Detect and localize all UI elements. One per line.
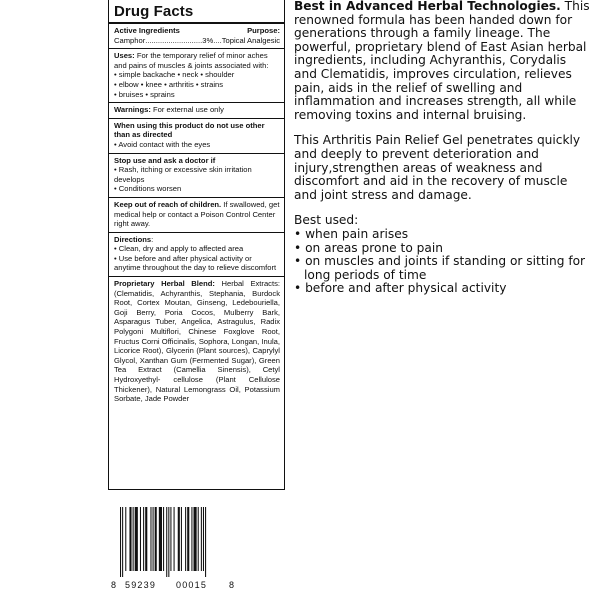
list-item: • elbow (114, 79, 139, 89)
list-item: • sprains (145, 89, 175, 99)
barcode-bar (205, 507, 206, 577)
when-using-label: When using this product do not use other than as directed (114, 120, 265, 140)
uses-list (114, 70, 280, 99)
barcode-bar (133, 507, 134, 571)
list-item: • simple backache (114, 70, 176, 80)
list-item: • bruises (114, 89, 144, 99)
description-paragraph-2: This Arthritis Pain Relief Gel penetrates quickly and deeply to prevent deterioration and injury,strengthen areas of weakness and discomfort and aid in the recovery of muscle and joint stress and damage. (294, 133, 581, 202)
purpose-header: Purpose: (247, 26, 280, 35)
barcode-image (120, 507, 225, 577)
directions-section (109, 233, 284, 277)
uses-section (109, 49, 284, 103)
barcode-bar (163, 507, 164, 571)
barcode-bar (194, 507, 197, 571)
directions-label: Directions (114, 234, 152, 244)
stop-use-section (109, 154, 284, 198)
barcode-bar (135, 507, 138, 571)
barcode-bar (125, 507, 126, 571)
barcode-bar (174, 507, 175, 571)
barcode-bar (170, 507, 171, 571)
warnings-label: Warnings: (114, 105, 151, 115)
list-item: • on areas prone to pain (294, 240, 443, 255)
barcode-bar (166, 507, 167, 577)
drug-facts-panel (108, 0, 285, 490)
barcode-bar (187, 507, 189, 571)
list-item: • strains (195, 79, 224, 89)
barcode-bar (198, 507, 199, 571)
list-item: • Rash, itching or excessive skin irritation develops (114, 165, 252, 184)
barcode-bar (143, 507, 144, 571)
list-item: • shoulder (200, 70, 235, 80)
dot-leader: ........................... (145, 35, 203, 45)
best-used-list (294, 228, 592, 296)
barcode-bar (153, 507, 154, 571)
barcode-bar (145, 507, 147, 571)
barcode-bar (122, 507, 123, 577)
list-item: • Conditions worsen (114, 184, 182, 194)
uses-label: Uses: (114, 51, 135, 61)
list-item: • on muscles and joints if standing or sitting for long periods of time (294, 254, 586, 282)
barcode-bar (178, 507, 180, 571)
list-item: • neck (177, 70, 199, 80)
warnings-text: For external use only (152, 105, 224, 115)
keep-out-text: If swallowed, get medical help or contact a Poison Control Center right away. (114, 199, 280, 229)
list-item: • arthritis (164, 79, 194, 89)
active-ingredient-row (114, 36, 280, 46)
warnings-section (109, 103, 284, 119)
barcode-bar (140, 507, 141, 571)
herbal-blend-section (109, 277, 284, 407)
barcode-digits-group-2: 00015 (176, 580, 208, 590)
list-item: • Clean, dry and apply to affected area (114, 244, 244, 254)
uses-text: For the temporary relief of minor aches and pains of muscles & joints associated with: (114, 51, 269, 70)
when-using-section (109, 119, 284, 154)
barcode-bar (159, 507, 162, 571)
stop-use-label: Stop use and ask a doctor if (114, 155, 216, 165)
list-item: • when pain arises (294, 226, 409, 241)
barcode-bar (120, 507, 121, 577)
barcode-bar (129, 507, 131, 571)
barcode-bar (181, 507, 182, 571)
blend-text: Herbal Extracts: (Clematidis, Achyranthis, Stephania, Burdock Root, Cortex Moutan, Ginseng, Ledebouriella, Goji Berry, Poria Cocos, Mulberry Bark, Asparagus Tuber, Angelica, Astragulus, Radix Polygoni Multiflori, Chinese Foxglove Root, Fructus Corni Officinalis, Sophora, Longan, Inula, Licorice Root), Glycerin (Plant sources), Caprylyl Glycol, Xanthan Gum (Fermented Sugar), Green Tea Extract (Camellia Sinensis), Cetyl Hydroxyethyl- cellulose (Plant Cellulose Thickener), Natural Lemongrass Oil, Potassium Sorbate, Jade Powder (114, 279, 280, 404)
barcode-bar (185, 507, 186, 571)
barcode-digit-right: 8 (229, 580, 236, 590)
list-item: • before and after physical activity (294, 281, 507, 296)
keep-out-section (109, 198, 284, 233)
best-used-label: Best used: (294, 213, 359, 228)
ingredient-purpose: Topical Analgesic (221, 35, 280, 45)
barcode-bar (191, 507, 192, 571)
barcode-bar (168, 507, 169, 577)
active-ingredients-section (109, 24, 284, 49)
drug-facts-title: Drug Facts (109, 0, 284, 24)
list-item: • Avoid contact with the eyes (114, 139, 211, 149)
blend-label: Proprietary Herbal Blend: (114, 279, 215, 289)
active-ingredients-header: Active Ingredients (114, 26, 180, 35)
barcode-bar (150, 507, 151, 571)
barcode-digits-group-1: 59239 (125, 580, 157, 590)
dot-leader-2: .... (213, 35, 222, 45)
list-item: • knee (140, 79, 162, 89)
description-lead: Best in Advanced Herbal Technologies. (294, 0, 561, 13)
barcode-bar (155, 507, 157, 571)
ingredient-amount: 3% (202, 35, 214, 45)
barcode-digit-left: 8 (111, 580, 118, 590)
list-item: • Use before and after physical activity or anytime throughout the day to relieve discomfort (114, 253, 277, 273)
barcode-bar (203, 507, 204, 571)
ingredient-name: Camphor (114, 35, 146, 45)
keep-out-label: Keep out of reach of children. (114, 199, 222, 209)
barcode-bar (201, 507, 202, 571)
description-body-1: This renowned formula has been handed down for generations through a family lineage. The powerful, proprietary blend of East Asian herbal ingredients, including Achyranthis, Corydalis and Clematidis, improves circulation, relieves pain, aids in the relief of swelling and inflammation and increases strength, all while removing toxins and internal bruising. (294, 0, 590, 122)
directions-colon: : (151, 234, 154, 244)
product-description (294, 0, 592, 296)
description-paragraph-1 (294, 0, 592, 122)
